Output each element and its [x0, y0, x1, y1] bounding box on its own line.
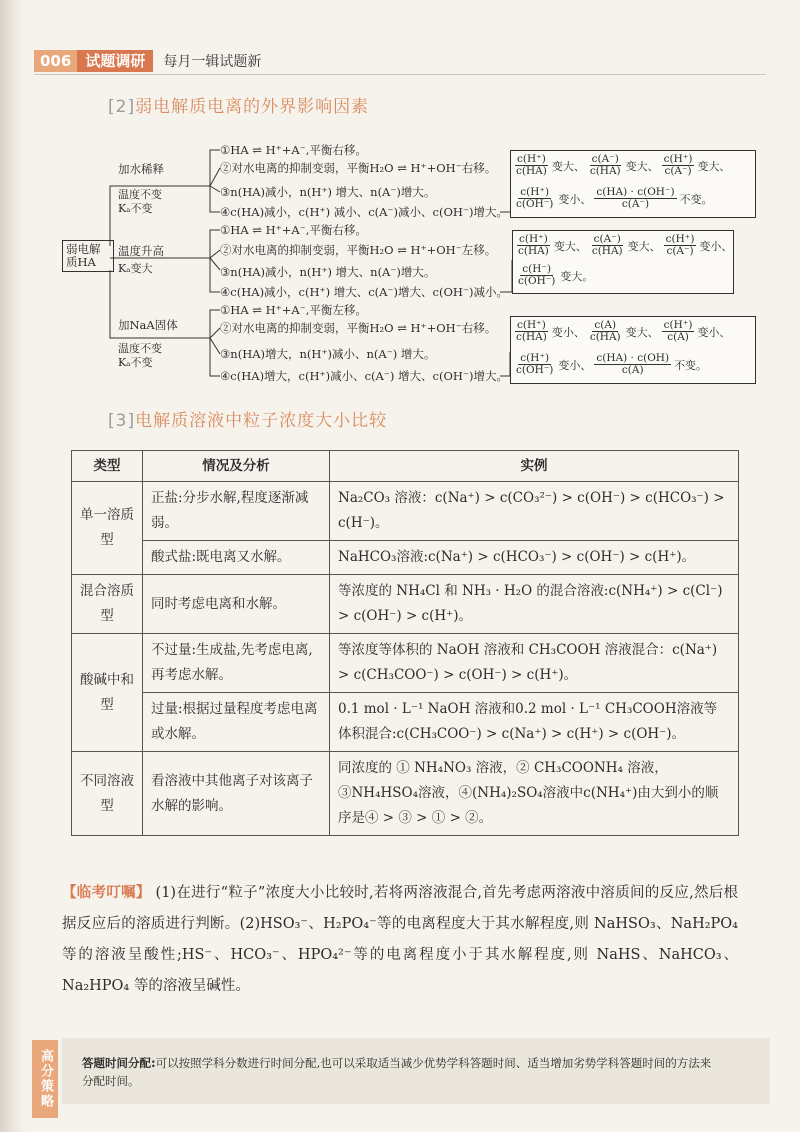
section-3-title: [3]电解质溶液中粒子浓度大小比较: [108, 411, 388, 431]
branch-1-result-line-1: $\frac{c(H^+)}{c(HA)}$ 变大、 $\frac{c(A^-)}{c(HA)}$ 变大、 $\frac{c(H^+)}{c(A^-)}$ 变大、: [516, 153, 731, 177]
ionization-diagram: [60, 140, 760, 390]
header-type: 类型: [72, 451, 143, 482]
branch-3-temp: 温度不变: [118, 342, 162, 355]
diagram-root: 弱电解质HA: [62, 240, 114, 272]
branch-3-result-box: [510, 316, 756, 384]
branch-1-result-box: [510, 150, 756, 218]
branch-2-result-line-2: $\frac{c(H^-)}{c(OH^-)}$ 变大。: [518, 263, 594, 287]
row-type: 不同溶液型: [72, 752, 143, 836]
row-type: 酸碱中和型: [72, 634, 143, 752]
branch-3-effect-4: ④c(HA)增大，c(H⁺)减小、c(A⁻) 增大、c(OH⁻)增大。: [220, 369, 508, 383]
row-analysis: 正盐:分步水解,程度逐渐减弱。: [143, 482, 330, 541]
branch-1-condition: 加水稀释: [118, 162, 164, 176]
table-row: [72, 752, 739, 836]
header-divider: [34, 74, 766, 75]
branch-3-result-line-1: $\frac{c(H^+)}{c(HA)}$ 变小、 $\frac{c(A)}{c(HA)}$ 变大、 $\frac{c(H^+)}{c(A)}$ 变小、: [516, 319, 731, 343]
page-header: [34, 50, 261, 72]
row-analysis: 酸式盐:既电离又水解。: [143, 541, 330, 575]
exam-tip: [62, 878, 738, 1002]
branch-3-effect-3: ③n(HA)增大，n(H⁺)减小、n(A⁻) 增大。: [220, 347, 436, 361]
table-row: [72, 634, 739, 693]
row-type: 单一溶质型: [72, 482, 143, 575]
side-tab: 高分策略: [32, 1040, 58, 1118]
branch-1-effect-4: ④c(HA)减小，c(H⁺) 减小、c(A⁻)减小、c(OH⁻)增大。: [220, 205, 508, 219]
footer-label: 答题时间分配:: [82, 1056, 156, 1070]
branch-3-effect-1: ①HA ⇌ H⁺+A⁻,平衡左移。: [220, 303, 367, 317]
table-row: [72, 575, 739, 634]
branch-1-ka: Kₐ不变: [118, 202, 153, 215]
branch-3-effect-2: ②对水电离的抑制变弱，平衡H₂O ⇌ H⁺+OH⁻右移。: [220, 321, 497, 335]
page-number: 006: [34, 50, 77, 72]
exam-tip-label: 【临考叮嘱】: [62, 885, 151, 901]
footer-note: [82, 1054, 722, 1090]
branch-2-effect-1: ①HA ⇌ H⁺+A⁻,平衡右移。: [220, 223, 367, 237]
footer-text: 可以按照学科分数进行时间分配,也可以采取适当减少优势学科答题时间、适当增加劣势学科答题时间的方法来分配时间。: [82, 1056, 712, 1088]
section-tag: 试题调研: [77, 50, 153, 72]
row-example: 同浓度的 ① NH₄NO₃ 溶液，② CH₃COONH₄ 溶液，③NH₄HSO₄溶液，④(NH₄)₂SO₄溶液中c(NH₄⁺)由大到小的顺序是④ > ③ > ① > ②。: [330, 752, 739, 836]
branch-3-result-line-2: $\frac{c(H^+)}{c(OH^-)}$ 变小、 $\frac{c(HA) \cdot c(OH)}{c(A)}$ 不变。: [516, 352, 708, 376]
row-example: Na₂CO₃ 溶液：c(Na⁺) > c(CO₃²⁻) > c(OH⁻) > c(HCO₃⁻) > c(H⁻)。: [330, 482, 739, 541]
row-analysis: 同时考虑电离和水解。: [143, 575, 330, 634]
row-example: 等浓度的 NH₄Cl 和 NH₃ · H₂O 的混合溶液:c(NH₄⁺) > c(Cl⁻) > c(OH⁻) > c(H⁺)。: [330, 575, 739, 634]
row-analysis: 过量:根据过量程度考虑电离或水解。: [143, 693, 330, 752]
branch-3-ka: Kₐ不变: [118, 356, 153, 369]
branch-2-condition: 温度升高: [118, 244, 164, 258]
concentration-table: [71, 450, 739, 836]
branch-2-effect-2: ②对水电离的抑制变弱，平衡H₂O ⇌ H⁺+OH⁻左移。: [220, 243, 497, 257]
branch-2-effect-4: ④c(HA)减小，c(H⁺) 增大、c(A⁻)增大、c(OH⁻)减小。: [220, 285, 508, 299]
branch-1-effect-2: ②对水电离的抑制变弱，平衡H₂O ⇌ H⁺+OH⁻右移。: [220, 161, 497, 175]
row-analysis: 不过量:生成盐,先考虑电离,再考虑水解。: [143, 634, 330, 693]
branch-1-effect-1: ①HA ⇌ H⁺+A⁻,平衡右移。: [220, 143, 367, 157]
header-subtitle: 每月一辑试题新: [163, 54, 262, 70]
table-row: [72, 693, 739, 752]
branch-2-result-line-1: $\frac{c(H^+)}{c(HA)}$ 变大、 $\frac{c(A^-)}{c(HA)}$ 变大、 $\frac{c(H^+)}{c(A^-)}$ 变小、: [518, 233, 733, 257]
branch-1-result-line-2: $\frac{c(H^+)}{c(OH^-)}$ 变小、 $\frac{c(HA) \cdot c(OH^-)}{c(A^-)}$ 不变。: [516, 186, 713, 210]
header-example: 实例: [330, 451, 739, 482]
row-example: NaHCO₃溶液:c(Na⁺) > c(HCO₃⁻) > c(OH⁻) > c(H⁺)。: [330, 541, 739, 575]
table-row: [72, 541, 739, 575]
exam-tip-text: (1)在进行“粒子”浓度大小比较时,若将两溶液混合,首先考虑两溶液中溶质间的反应,然后根据反应后的溶质进行判断。(2)HSO₃⁻、H₂PO₄⁻等的电离程度大于其水解程度,则 NaHSO₃、NaH₂PO₄ 等的溶液呈酸性;HS⁻、HCO₃⁻、HPO₄²⁻等的电离程度小于其水解程度,则 NaHS、NaHCO₃、Na₂HPO₄ 等的溶液呈碱性。: [62, 885, 739, 994]
row-type: 混合溶质型: [72, 575, 143, 634]
row-example: 等浓度等体积的 NaOH 溶液和 CH₃COOH 溶液混合：c(Na⁺) > c(CH₃COO⁻) > c(OH⁻) > c(H⁺)。: [330, 634, 739, 693]
row-example: 0.1 mol · L⁻¹ NaOH 溶液和0.2 mol · L⁻¹ CH₃COOH溶液等体积混合:c(CH₃COO⁻) > c(Na⁺) > c(H⁺) > c(OH⁻)。: [330, 693, 739, 752]
branch-2-ka: Kₐ变大: [118, 262, 153, 275]
table-row: [72, 482, 739, 541]
branch-3-condition: 加NaA固体: [118, 318, 178, 332]
branch-1-temp: 温度不变: [118, 188, 162, 201]
row-analysis: 看溶液中其他离子对该离子水解的影响。: [143, 752, 330, 836]
header-analysis: 情况及分析: [143, 451, 330, 482]
page-binding-edge: [0, 0, 26, 1132]
branch-2-result-box: [512, 230, 734, 294]
branch-1-effect-3: ③n(HA)减小，n(H⁺) 增大、n(A⁻)增大。: [220, 185, 436, 199]
section-2-title: [2]弱电解质电离的外界影响因素: [108, 97, 370, 117]
branch-2-effect-3: ③n(HA)减小，n(H⁺) 增大、n(A⁻)增大。: [220, 265, 436, 279]
table-header-row: [72, 451, 739, 482]
